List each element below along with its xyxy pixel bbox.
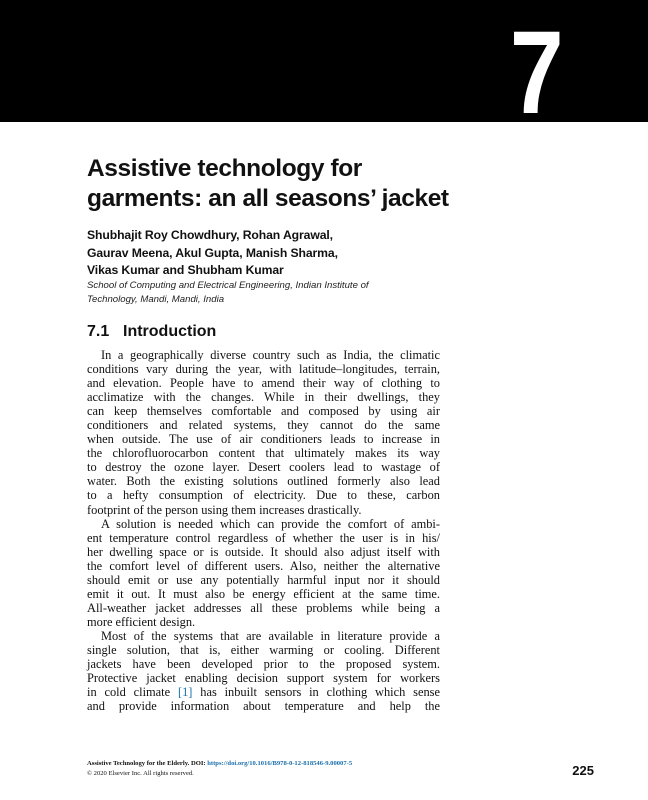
text-line: conditioners and related systems, they cannot do the same xyxy=(87,418,440,433)
chapter-title-line: garments: an all seasons’ jacket xyxy=(87,185,449,212)
doi-link[interactable]: https://doi.org/10.1016/B978-0-12-818546-9.00007-5 xyxy=(207,760,353,767)
text-fragment: in cold climate xyxy=(87,685,178,700)
text-fragment: has inbuilt sensors in clothing which sense xyxy=(192,685,440,700)
text-line: and provide information about temperature and help the xyxy=(87,699,440,714)
author-line: Gaurav Meena, Akul Gupta, Manish Sharma, xyxy=(87,245,338,260)
text-line: the comfort level of different users. Also, neither the alternative xyxy=(87,558,440,573)
author-line: Vikas Kumar and Shubham Kumar xyxy=(87,263,284,277)
text-line: the chlorofluorocarbon content that ultimately makes its way xyxy=(87,446,440,461)
text-line: can keep themselves comfortable and composed by using air xyxy=(87,404,440,419)
paragraph-1 xyxy=(87,348,440,517)
affiliation xyxy=(87,279,447,306)
text-line: more efficient design. xyxy=(87,614,196,629)
chapter-title xyxy=(87,154,507,214)
doi-label: DOI: xyxy=(190,760,206,767)
text-line: A solution is needed which can provide the comfort of ambi- xyxy=(101,516,440,531)
text-line: All-weather jacket addresses all these problems while being a xyxy=(87,600,440,615)
author-list xyxy=(87,227,447,280)
text-line: Protective jacket enabling decision support system for workers xyxy=(87,671,440,686)
paragraph-2 xyxy=(87,517,440,629)
chapter-number: 7 xyxy=(510,7,564,122)
page-number: 225 xyxy=(572,763,594,778)
book-title: Assistive Technology for the Elderly. xyxy=(87,760,190,767)
text-line: In a geographically diverse country such as India, the climatic xyxy=(101,348,440,362)
affiliation-line: School of Computing and Electrical Engineering, Indian Institute of xyxy=(87,280,369,291)
citation-link[interactable]: [1] xyxy=(177,685,193,700)
body-text xyxy=(87,348,440,713)
chapter-header-band xyxy=(0,0,648,122)
text-line: Most of the systems that are available in literature provide a xyxy=(101,628,440,643)
text-line xyxy=(87,685,440,699)
text-line: single solution, that is, either warming or cooling. Different xyxy=(87,642,440,657)
page-footer xyxy=(87,759,507,779)
affiliation-line: Technology, Mandi, Mandi, India xyxy=(87,293,225,305)
text-line: ent temperature control regardless of whether the user is in his/ xyxy=(87,530,440,545)
paragraph-3 xyxy=(87,629,440,713)
text-line: to a hefty consumption of electricity. Due to these, carbon xyxy=(87,488,440,503)
footer-citation xyxy=(87,759,507,769)
text-line: conditions vary during the year, with latitude–longitudes, terrain, xyxy=(87,362,440,377)
section-number: 7.1 xyxy=(87,323,110,340)
text-line: water. Both the existing solutions outlined formerly also lead xyxy=(87,474,440,489)
text-line: jackets have been developed prior to the proposed system. xyxy=(87,657,440,672)
section-heading xyxy=(87,322,216,342)
text-line: to destroy the ozone layer. Desert coolers lead to wastage of xyxy=(87,460,440,475)
text-line: and elevation. People have to amend their way of clothing to xyxy=(87,376,440,391)
text-line: emit it out. It must also be energy efficient at the same time. xyxy=(87,586,440,601)
section-title: Introduction xyxy=(123,323,217,340)
text-line: when outside. The use of air conditioners leads to increase in xyxy=(87,432,440,447)
chapter-title-line: Assistive technology for xyxy=(87,155,362,182)
text-line: should emit or use any potentially harmful input nor it should xyxy=(87,572,440,587)
text-line: her dwelling space or is outside. It should also adjust itself with xyxy=(87,544,440,559)
text-line: acclimatize with the changes. While in their dwellings, they xyxy=(87,390,440,405)
author-line: Shubhajit Roy Chowdhury, Rohan Agrawal, xyxy=(87,228,333,242)
copyright: © 2020 Elsevier Inc. All rights reserved. xyxy=(87,770,194,777)
text-line: footprint of the person using them increases drastically. xyxy=(87,502,362,517)
